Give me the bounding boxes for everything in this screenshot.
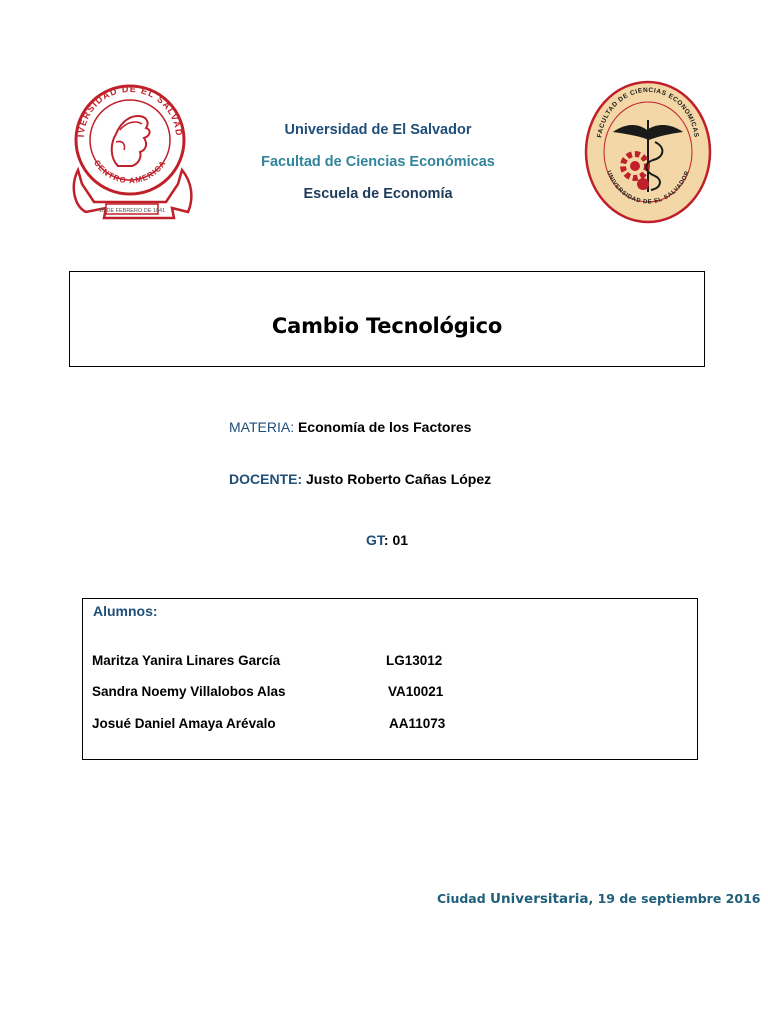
- materia-value: Economía de los Factores: [294, 419, 472, 435]
- faculty-name: Facultad de Ciencias Económicas: [261, 154, 495, 170]
- gt-line: [366, 532, 408, 548]
- seal-left-ribbon-text: 16 DE FEBRERO DE 1841: [98, 208, 166, 214]
- school-name: Escuela de Economía: [303, 186, 453, 202]
- student-id: AA11073: [389, 716, 446, 731]
- title-box: [69, 271, 705, 367]
- materia-label: MATERIA:: [229, 419, 295, 435]
- document-title: Cambio Tecnológico: [271, 314, 503, 338]
- students-box: [82, 598, 698, 760]
- gt-label: GT: [366, 532, 384, 548]
- docente-value: Justo Roberto Cañas López: [302, 471, 492, 487]
- seal-left-ring-text-bottom: CENTRO AMERICA: [92, 158, 168, 186]
- student-name: Maritza Yanira Linares García: [92, 653, 281, 668]
- footer-place-date: [437, 891, 760, 907]
- footer-place-a: Ciudad: [437, 891, 491, 906]
- student-id: VA10021: [388, 684, 444, 699]
- seal-left-ring-text: IVERSIDAD DE EL SALVAD: [75, 83, 185, 138]
- student-name: Josué Daniel Amaya Arévalo: [92, 716, 276, 731]
- university-name: Universidad de El Salvador: [284, 122, 472, 138]
- footer-place-b: Universitaria: [490, 891, 589, 907]
- student-name: Sandra Noemy Villalobos Alas: [92, 684, 286, 699]
- docente-label: DOCENTE:: [229, 471, 303, 487]
- seal-right-ring-text: FACULTAD DE CIENCIAS ECONOMICAS: [596, 86, 700, 139]
- faculty-seal: [583, 80, 713, 225]
- university-seal: [66, 66, 194, 236]
- university-seal-icon: [66, 66, 194, 236]
- gt-value: : 01: [383, 532, 409, 548]
- materia-line: [229, 419, 471, 435]
- faculty-seal-icon: [583, 80, 713, 225]
- seal-right-ring-text-bottom: UNIVERSIDAD DE EL SALVADOR: [605, 170, 691, 206]
- footer-date: , 19 de septiembre 2016: [588, 891, 761, 906]
- docente-line: [229, 471, 491, 487]
- students-title: Alumnos:: [93, 603, 158, 619]
- student-id: LG13012: [386, 653, 443, 668]
